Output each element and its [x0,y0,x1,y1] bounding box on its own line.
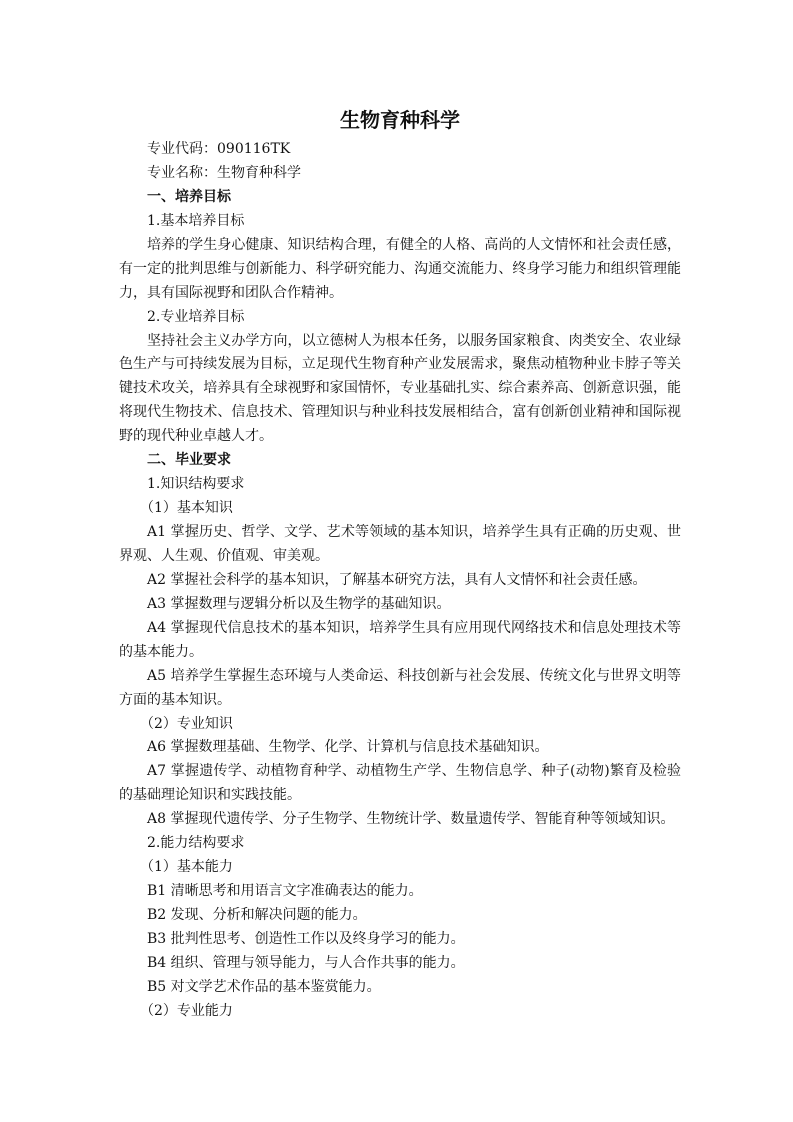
paragraph-basic-goals: 培养的学生身心健康、知识结构合理，有健全的人格、高尚的人文情怀和社会责任感，有一定的批判思维与创新能力、科学研究能力、沟通交流能力、终身学习能力和组织管理能力，具有国际视野和团队合作精神。 [119,236,681,301]
requirement-item: B4 组织、管理与领导能力，与人合作共事的能力。 [147,954,465,971]
requirement-item: B3 批判性思考、创造性工作以及终身学习的能力。 [147,930,465,947]
requirement-item: A4 掌握现代信息技术的基本知识，培养学生具有应用现代网络技术和信息处理技术等的基本能力。 [119,619,681,660]
document-page [119,106,681,1024]
subheading-major-knowledge: （2）专业知识 [140,715,233,732]
section-heading-requirements: 二、毕业要求 [147,452,231,469]
requirement-item: A6 掌握数理基础、生物学、化学、计算机与信息技术基础知识。 [147,739,549,756]
requirement-item: A8 掌握现代遗传学、分子生物学、生物统计学、数量遗传学、智能育种等领域知识。 [147,811,675,828]
subheading-knowledge: 1.知识结构要求 [147,476,245,493]
major-name: 专业名称：生物育种科学 [147,164,301,181]
subheading-basic-goals: 1.基本培养目标 [147,212,245,229]
document-title: 生物育种科学 [340,108,460,132]
subheading-major-ability: （2）专业能力 [140,1002,233,1019]
requirement-item: A7 掌握遗传学、动植物育种学、动植物生产学、生物信息学、种子(动物)繁育及检验的基础理论知识和实践技能。 [119,763,681,804]
subheading-major-goals: 2.专业培养目标 [147,308,245,325]
requirement-item: B5 对文学艺术作品的基本鉴赏能力。 [147,978,381,995]
section-heading-goals: 一、培养目标 [147,188,231,205]
requirement-item: B2 发现、分析和解决问题的能力。 [147,907,367,923]
paragraph-major-goals: 坚持社会主义办学方向，以立德树人为根本任务，以服务国家粮食、肉类安全、农业绿色生产与可持续发展为目标，立足现代生物育种产业发展需求，聚焦动植物种业卡脖子等关键技术攻关，培养具有全球视野和家国情怀，专业基础扎实、综合素养高、创新意识强，能将现代生物技术、信息技术、管理知识与种业科技发展相结合，富有创新创业精神和国际视野的现代种业卓越人才。 [119,332,681,445]
requirement-item: A3 掌握数理与逻辑分析以及生物学的基础知识。 [147,595,451,612]
requirement-item: A1 掌握历史、哲学、文学、艺术等领域的基本知识，培养学生具有正确的历史观、世界观、人生观、价值观、审美观。 [119,524,681,564]
requirement-item: A5 培养学生掌握生态环境与人类命运、科技创新与社会发展、传统文化与世界文明等方面的基本知识。 [119,667,681,708]
requirement-item: A2 掌握社会科学的基本知识，了解基本研究方法，具有人文情怀和社会责任感。 [147,571,647,588]
requirement-item: B1 清晰思考和用语言文字准确表达的能力。 [147,883,423,900]
subheading-ability: 2.能力结构要求 [147,835,245,852]
major-code: 专业代码：090116TK [147,141,291,157]
subheading-basic-ability: （1）基本能力 [140,859,233,876]
subheading-basic-knowledge: （1）基本知识 [140,500,233,517]
